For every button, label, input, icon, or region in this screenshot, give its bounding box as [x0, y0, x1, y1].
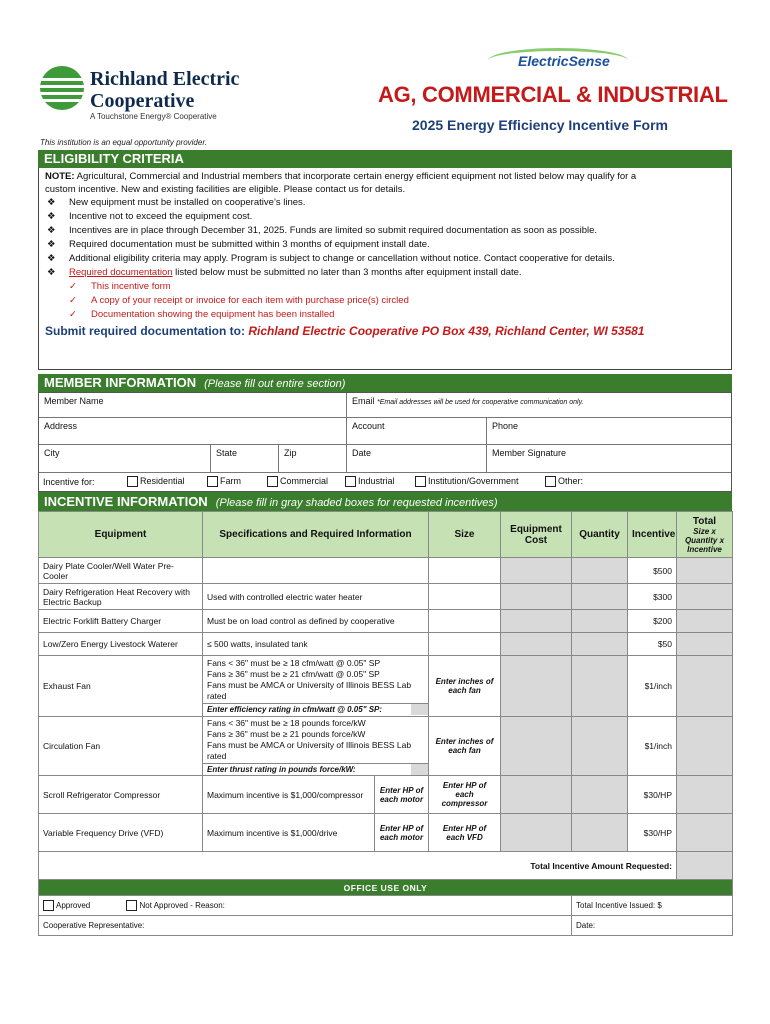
phone-field[interactable]: Phone	[487, 418, 731, 445]
office-use-heading: OFFICE USE ONLY	[39, 880, 733, 896]
bullet-item: ❖ Required documentation must be submitted within 3 months of equipment install date.	[47, 239, 430, 250]
member-name-field[interactable]: Member Name	[39, 393, 347, 418]
table-row	[39, 633, 733, 656]
option-industrial[interactable]: Industrial	[345, 476, 395, 487]
col-equipment: Equipment	[39, 512, 203, 558]
hp-note: Enter HP of each motor	[375, 776, 429, 814]
cost-input[interactable]	[501, 584, 572, 610]
city-field[interactable]: City	[39, 445, 211, 473]
bullet-item: ❖ Additional eligibility criteria may apply. Program is subject to change or cancellation without notice. Contact cooperative for details.	[47, 253, 615, 264]
address-field[interactable]: Address	[39, 418, 347, 445]
bullet-item: ❖ Incentives are in place through December 31, 2025. Funds are limited so submit required documentation as soon as possible.	[47, 225, 598, 236]
incentive-cell: $500	[628, 558, 677, 584]
quantity-input[interactable]	[572, 558, 628, 584]
spec-cell	[203, 558, 429, 584]
approval-cell	[39, 896, 572, 916]
size-cell	[429, 584, 501, 610]
table-row	[39, 814, 733, 852]
incentive-cell: $300	[628, 584, 677, 610]
check-item: ✓ A copy of your receipt or invoice for each item with purchase price(s) circled	[69, 295, 409, 306]
option-residential[interactable]: Residential	[127, 476, 185, 487]
col-size: Size	[429, 512, 501, 558]
spec-cell: Must be on load control as defined by cooperative	[203, 610, 429, 633]
bullet-item: ❖ Incentive not to exceed the equipment cost.	[47, 211, 253, 222]
form-title: AG, COMMERCIAL & INDUSTRIAL	[378, 82, 728, 107]
eligibility-note-cont: custom incentive. New and existing facilities are eligible. Please contact us for details.	[45, 184, 406, 195]
quantity-input[interactable]	[572, 656, 628, 717]
office-row	[39, 916, 733, 936]
total-requested-label: Total Incentive Amount Requested:	[39, 852, 677, 880]
equipment-cell: Low/Zero Energy Livestock Waterer	[39, 633, 203, 656]
email-field[interactable]: Email *Email addresses will be used for cooperative communication only.	[347, 393, 731, 418]
total-input[interactable]	[677, 584, 733, 610]
incentive-for-row	[43, 477, 733, 487]
total-input[interactable]	[677, 610, 733, 633]
incentive-cell: $1/inch	[628, 656, 677, 717]
form-subtitle: 2025 Energy Efficiency Incentive Form	[412, 117, 668, 133]
total-input[interactable]	[677, 656, 733, 717]
option-other[interactable]: Other:	[545, 476, 583, 487]
table-row	[39, 558, 733, 584]
member-heading: MEMBER INFORMATION (Please fill out entire section)	[38, 374, 732, 392]
check-item: ✓ This incentive form	[69, 281, 171, 292]
spec-cell: Maximum incentive is $1,000/drive	[203, 814, 375, 852]
check-item: ✓ Documentation showing the equipment has been installed	[69, 309, 335, 320]
col-incentive: Incentive	[628, 512, 677, 558]
org-tagline: A Touchstone Energy® Cooperative	[90, 112, 217, 121]
quantity-input[interactable]	[572, 776, 628, 814]
efficiency-rating-label: Enter efficiency rating in cfm/watt @ 0.05" SP:	[207, 705, 383, 714]
total-input[interactable]	[677, 814, 733, 852]
bullet-item: ❖ New equipment must be installed on cooperative’s lines.	[47, 197, 306, 208]
size-note: Enter HP of each compressor	[429, 776, 501, 814]
quantity-input[interactable]	[572, 584, 628, 610]
quantity-input[interactable]	[572, 814, 628, 852]
approved-checkbox[interactable]: Approved	[43, 901, 90, 910]
eligibility-heading: ELIGIBILITY CRITERIA	[38, 150, 732, 168]
cost-input[interactable]	[501, 814, 572, 852]
size-note: Enter inches of each fan	[429, 656, 501, 717]
org-name-line1: Richland Electric	[90, 68, 240, 90]
incentive-for-label: Incentive for:	[43, 477, 95, 487]
member-grid	[38, 392, 732, 492]
table-row	[39, 610, 733, 633]
office-date-field[interactable]: Date:	[572, 916, 733, 936]
equipment-cell: Exhaust Fan	[39, 656, 203, 717]
size-note: Enter HP of each VFD	[429, 814, 501, 852]
equipment-cell: Circulation Fan	[39, 717, 203, 776]
incentive-cell: $30/HP	[628, 814, 677, 852]
incentive-cell: $30/HP	[628, 776, 677, 814]
office-row	[39, 896, 733, 916]
submit-instructions: Submit required documentation to: Richland Electric Cooperative PO Box 439, Richland Center, WI 53581	[45, 324, 645, 338]
equal-opportunity-note: This institution is an equal opportunity provider.	[40, 138, 207, 147]
size-note: Enter inches of each fan	[429, 717, 501, 776]
option-commercial[interactable]: Commercial	[267, 476, 328, 487]
cost-input[interactable]	[501, 776, 572, 814]
account-field[interactable]: Account	[347, 418, 487, 445]
option-institution-government[interactable]: Institution/Government	[415, 476, 519, 487]
table-row	[39, 717, 733, 776]
quantity-input[interactable]	[572, 633, 628, 656]
cost-input[interactable]	[501, 717, 572, 776]
thrust-rating-label: Enter thrust rating in pounds force/kW:	[207, 765, 356, 774]
incentive-cell: $50	[628, 633, 677, 656]
thrust-rating-input[interactable]	[411, 764, 428, 775]
zip-field[interactable]: Zip	[279, 445, 347, 473]
size-cell	[429, 610, 501, 633]
brand-logo: ElectricSense	[518, 53, 610, 69]
representative-field[interactable]: Cooperative Representative:	[39, 916, 572, 936]
total-input[interactable]	[677, 558, 733, 584]
total-input[interactable]	[677, 717, 733, 776]
option-farm[interactable]: Farm	[207, 476, 241, 487]
equipment-cell: Variable Frequency Drive (VFD)	[39, 814, 203, 852]
size-cell	[429, 633, 501, 656]
org-name-line2: Cooperative	[90, 90, 195, 112]
quantity-input[interactable]	[572, 610, 628, 633]
cost-input[interactable]	[501, 610, 572, 633]
total-input[interactable]	[677, 776, 733, 814]
incentive-heading: INCENTIVE INFORMATION (Please fill in gray shaded boxes for requested incentives)	[38, 492, 732, 511]
spec-cell: Fans < 36" must be ≥ 18 cfm/watt @ 0.05" SP Fans ≥ 36" must be ≥ 21 cfm/watt @ 0.05" SP Fans must be AMCA or University of Illinois BESS Lab rated Enter efficiency rating in cfm/watt @ 0.05" SP:	[203, 656, 429, 717]
size-cell	[429, 558, 501, 584]
eligibility-section	[38, 168, 732, 370]
state-field[interactable]: State	[211, 445, 279, 473]
not-approved-checkbox[interactable]: Not Approved - Reason:	[126, 901, 224, 910]
equipment-cell: Scroll Refrigerator Compressor	[39, 776, 203, 814]
spec-cell: Fans < 36" must be ≥ 18 pounds force/kW Fans ≥ 36" must be ≥ 21 pounds force/kW Fans must be AMCA or University of Illinois BESS Lab rated Enter thrust rating in pounds force/kW:	[203, 717, 429, 776]
total-requested-input[interactable]	[677, 852, 733, 880]
coop-logo-icon	[40, 66, 84, 110]
incentive-table	[38, 511, 733, 936]
quantity-input[interactable]	[572, 717, 628, 776]
col-quantity: Quantity	[572, 512, 628, 558]
equipment-cell: Electric Forklift Battery Charger	[39, 610, 203, 633]
eligibility-note: NOTE: Agricultural, Commercial and Industrial members that incorporate certain energy efficient equipment not listed below may qualify for a	[45, 171, 637, 182]
incentive-cell: $1/inch	[628, 717, 677, 776]
cost-input[interactable]	[501, 656, 572, 717]
table-row	[39, 584, 733, 610]
col-cost: Equipment Cost	[501, 512, 572, 558]
cost-input[interactable]	[501, 633, 572, 656]
table-row	[39, 656, 733, 717]
total-issued-field[interactable]: Total Incentive Issued: $	[572, 896, 733, 916]
efficiency-rating-input[interactable]	[411, 704, 428, 715]
table-row	[39, 776, 733, 814]
bullet-item: ❖ Required documentation listed below must be submitted no later than 3 months after equipment install date.	[47, 267, 522, 278]
total-input[interactable]	[677, 633, 733, 656]
hp-note: Enter HP of each motor	[375, 814, 429, 852]
spec-cell: Used with controlled electric water heater	[203, 584, 429, 610]
equipment-cell: Dairy Plate Cooler/Well Water Pre-Cooler	[39, 558, 203, 584]
col-specs: Specifications and Required Information	[203, 512, 429, 558]
spec-cell: ≤ 500 watts, insulated tank	[203, 633, 429, 656]
required-documentation-link[interactable]: Required documentation	[69, 267, 173, 278]
member-signature-field[interactable]: Member Signature	[487, 445, 731, 473]
col-total: Total Size x Quantity x Incentive	[677, 512, 733, 558]
spec-cell: Maximum incentive is $1,000/compressor	[203, 776, 375, 814]
total-row	[39, 852, 733, 880]
equipment-cell: Dairy Refrigeration Heat Recovery with Electric Backup	[39, 584, 203, 610]
incentive-cell: $200	[628, 610, 677, 633]
date-field[interactable]: Date	[347, 445, 487, 473]
cost-input[interactable]	[501, 558, 572, 584]
